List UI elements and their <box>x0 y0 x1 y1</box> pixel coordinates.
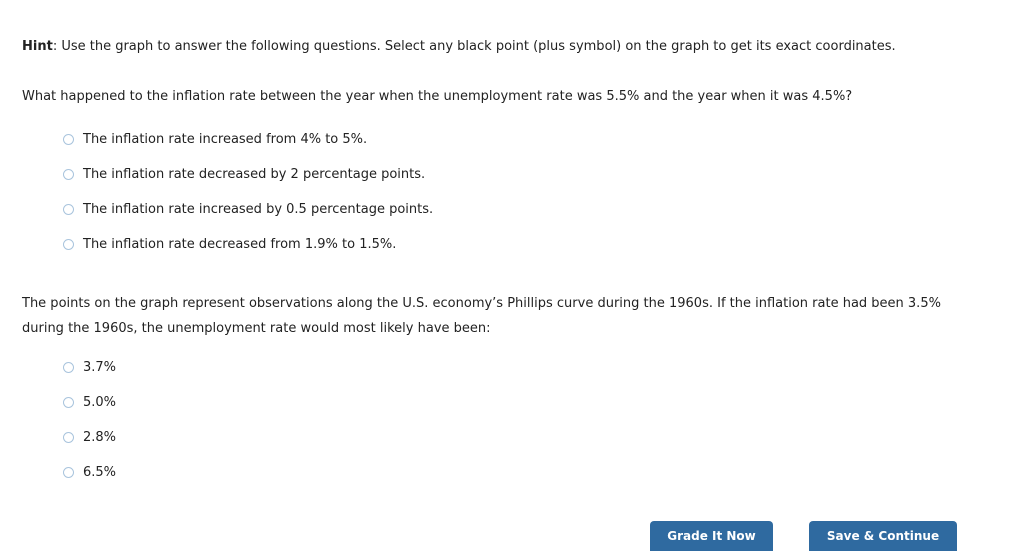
grade-it-now-button[interactable]: Grade It Now <box>650 521 773 551</box>
radio-button[interactable] <box>63 467 74 478</box>
hint-text <box>22 39 896 54</box>
save-and-continue-button[interactable]: Save & Continue <box>809 521 957 551</box>
hint-label: Hint <box>22 39 53 54</box>
radio-button[interactable] <box>63 239 74 250</box>
radio-button[interactable] <box>63 169 74 180</box>
q1-option-4[interactable] <box>63 236 396 252</box>
question-2-prompt: The points on the graph represent observations along the U.S. economy’s Phillips curve during the 1960s. If the inflation rate had been 3.5% during the 1960s, the unemployment rate would most likely have been: <box>22 296 941 336</box>
option-label: 6.5% <box>83 464 117 480</box>
radio-button[interactable] <box>63 204 74 215</box>
option-label: The inflation rate decreased by 2 percentage points. <box>83 166 426 182</box>
hint-body: : Use the graph to answer the following questions. Select any black point (plus symbol) on the graph to get its exact coordinates. <box>52 39 896 54</box>
option-label: The inflation rate decreased from 1.9% to 1.5%. <box>83 236 397 252</box>
option-label: 5.0% <box>83 394 117 410</box>
q1-option-1[interactable] <box>63 131 367 147</box>
question-1-prompt: What happened to the inflation rate between the year when the unemployment rate was 5.5% and the year when it was 4.5%? <box>22 89 853 104</box>
q2-option-3[interactable] <box>63 429 116 445</box>
q2-option-1[interactable] <box>63 359 116 375</box>
q1-option-3[interactable] <box>63 201 433 217</box>
radio-button[interactable] <box>63 397 74 408</box>
option-label: 2.8% <box>83 429 117 445</box>
radio-button[interactable] <box>63 432 74 443</box>
q1-option-2[interactable] <box>63 166 425 182</box>
q2-option-4[interactable] <box>63 464 116 480</box>
radio-button[interactable] <box>63 362 74 373</box>
q2-option-2[interactable] <box>63 394 116 410</box>
option-label: The inflation rate increased by 0.5 percentage points. <box>83 201 434 217</box>
radio-button[interactable] <box>63 134 74 145</box>
option-label: 3.7% <box>83 359 117 375</box>
option-label: The inflation rate increased from 4% to 5%. <box>83 131 368 147</box>
